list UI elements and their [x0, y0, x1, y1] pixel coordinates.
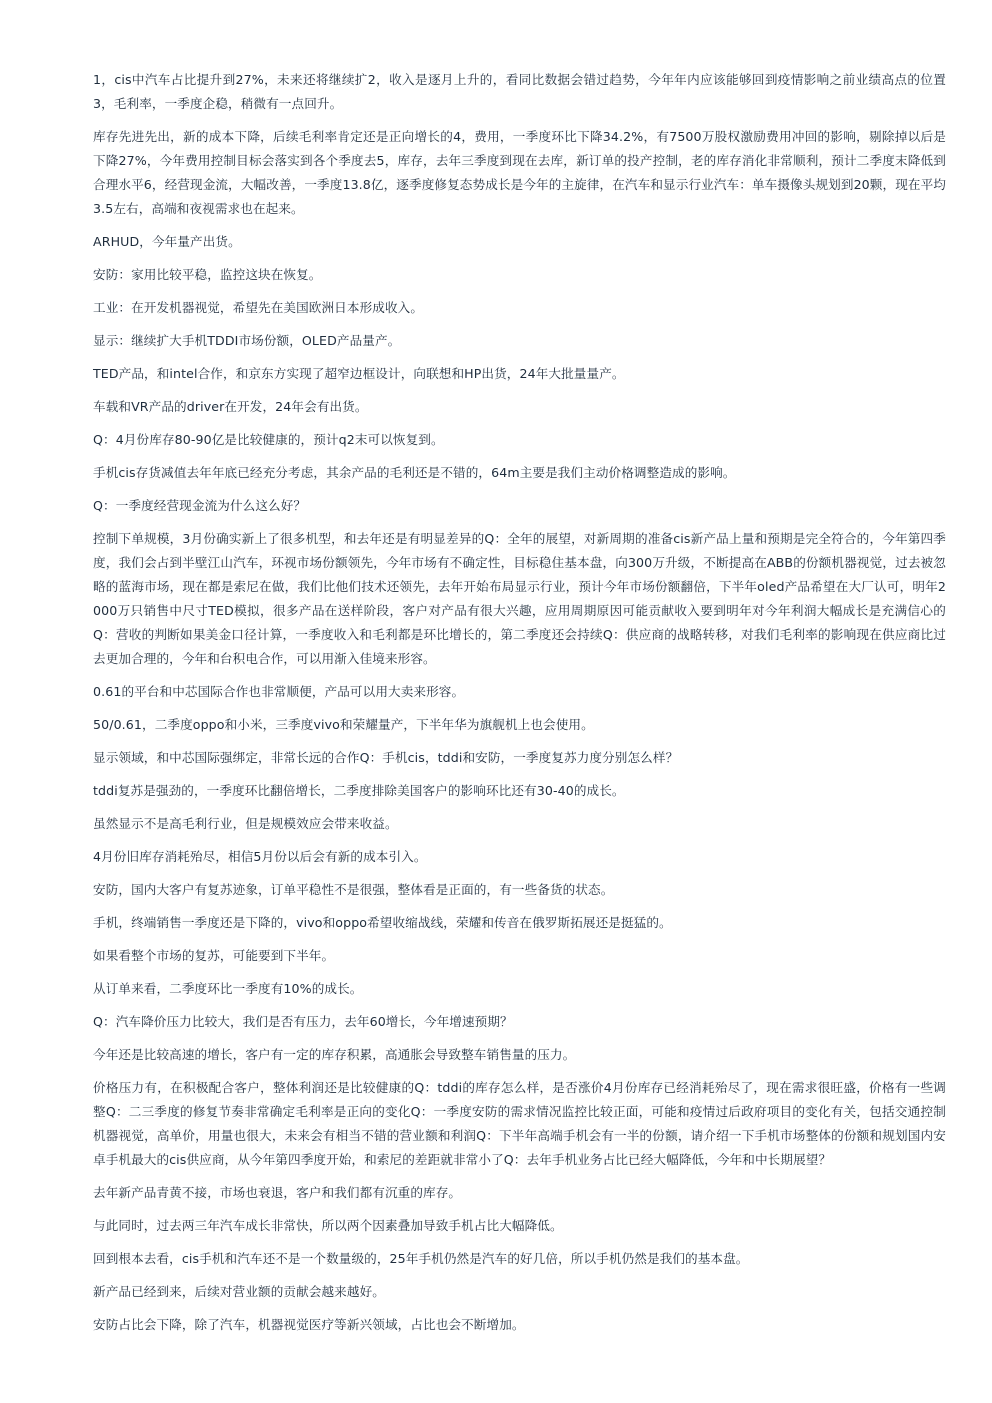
paragraph: TED产品，和intel合作，和京东方实现了超窄边框设计，向联想和HP出货，24年大批量量产。: [93, 366, 625, 381]
paragraph: 50/0.61，二季度oppo和小米，三季度vivo和荣耀量产，下半年华为旗舰机上也会使用。: [93, 717, 594, 732]
paragraph: 虽然显示不是高毛利行业，但是规模效应会带来收益。: [93, 816, 398, 831]
paragraph: 手机，终端销售一季度还是下降的，vivo和oppo希望收缩战线，荣耀和传音在俄罗斯拓展还是挺猛的。: [93, 915, 672, 930]
paragraph: 安防，国内大客户有复苏迹象，订单平稳性不是很强，整体看是正面的，有一些备货的状态。: [93, 882, 614, 897]
paragraph: 安防占比会下降，除了汽车，机器视觉医疗等新兴领域，占比也会不断增加。: [93, 1317, 525, 1332]
paragraph: 库存先进先出，新的成本下降，后续毛利率肯定还是正向增长的4，费用，一季度环比下降34.2%，有7500万股权激励费用冲回的影响，剔除掉以后是下降27%，今年费用控制目标会落实到各个季度去5，库存，去年三季度到现在去库，新订单的投产控制，老的库存消化非常顺利，预计二季度末降低到合理水平6，经营现金流，大幅改善，一季度13.8亿，逐季度修复态势成长是今年的主旋律，在汽车和显示行业汽车：单车摄像头规划到20颗，现在平均3.5左右，高端和夜视需求也在起来。: [93, 129, 946, 216]
paragraph: 1，cis中汽车占比提升到27%，未来还将继续扩2，收入是逐月上升的，看同比数据会错过趋势，今年年内应该能够回到疫情影响之前业绩高点的位置3，毛利率，一季度企稳，稍微有一点回升。: [93, 72, 946, 111]
paragraph: 手机cis存货减值去年年底已经充分考虑，其余产品的毛利还是不错的，64m主要是我们主动价格调整造成的影响。: [93, 465, 736, 480]
paragraph: 安防：家用比较平稳，监控这块在恢复。: [93, 267, 322, 282]
paragraph: 从订单来看，二季度环比一季度有10%的成长。: [93, 981, 363, 996]
paragraph: 价格压力有，在积极配合客户，整体利润还是比较健康的Q：tddi的库存怎么样，是否涨价4月份库存已经消耗殆尽了，现在需求很旺盛，价格有一些调整Q：二三季度的修复节奏非常确定毛利率是正向的变化Q：一季度安防的需求情况监控比较正面，可能和疫情过后政府项目的变化有关，包括交通控制机器视觉，高单价，用量也很大，未来会有相当不错的营业额和利润Q：下半年高端手机会有一半的份额，请介绍一下手机市场整体的份额和规划国内安卓手机最大的cis供应商，从今年第四季度开始，和索尼的差距就非常小了Q：去年手机业务占比已经大幅降低，今年和中长期展望？: [93, 1080, 946, 1167]
paragraph: 控制下单规模，3月份确实新上了很多机型，和去年还是有明显差异的Q：全年的展望，对新周期的准备cis新产品上量和预期是完全符合的，今年第四季度，我们会占到半壁江山汽车，环视市场份额领先，今年市场有不确定性，目标稳住基本盘，向300万升级，不断提高在ABB的份额机器视觉，过去被忽略的蓝海市场，现在都是索尼在做，我们比他们技术还领先，去年开始布局显示行业，预计今年市场份额翻倍，下半年oled产品希望在大厂认可，明年2000万只销售中尺寸TED模拟，很多产品在送样阶段，客户对产品有很大兴趣，应用周期原因可能贡献收入要到明年对今年利润大幅成长是充满信心的Q：营收的判断如果美金口径计算，一季度收入和毛利都是环比增长的，第二季度还会持续Q：供应商的战略转移，对我们毛利率的影响现在供应商比过去更加合理的，今年和台积电合作，可以用渐入佳境来形容。: [93, 531, 946, 666]
paragraph: 新产品已经到来，后续对营业额的贡献会越来越好。: [93, 1284, 385, 1299]
paragraph: Q：一季度经营现金流为什么这么好？: [93, 498, 307, 513]
paragraph: 显示领域，和中芯国际强绑定，非常长远的合作Q：手机cis，tddi和安防，一季度复苏力度分别怎么样？: [93, 750, 679, 765]
paragraph: 与此同时，过去两三年汽车成长非常快，所以两个因素叠加导致手机占比大幅降低。: [93, 1218, 563, 1233]
paragraph: 4月份旧库存消耗殆尽，相信5月份以后会有新的成本引入。: [93, 849, 427, 864]
paragraph: Q：4月份库存80-90亿是比较健康的，预计q2末可以恢复到。: [93, 432, 444, 447]
paragraph: Q：汽车降价压力比较大，我们是否有压力，去年60增长，今年增速预期？: [93, 1014, 513, 1029]
paragraph: 去年新产品青黄不接，市场也衰退，客户和我们都有沉重的库存。: [93, 1185, 462, 1200]
paragraph: 回到根本去看，cis手机和汽车还不是一个数量级的，25年手机仍然是汽车的好几倍，所以手机仍然是我们的基本盘。: [93, 1251, 749, 1266]
paragraph: tddi复苏是强劲的，一季度环比翻倍增长，二季度排除美国客户的影响环比还有30-40的成长。: [93, 783, 625, 798]
paragraph: 车载和VR产品的driver在开发，24年会有出货。: [93, 399, 368, 414]
paragraph: 如果看整个市场的复苏，可能要到下半年。: [93, 948, 335, 963]
paragraph: 0.61的平台和中芯国际合作也非常顺便，产品可以用大卖来形容。: [93, 684, 465, 699]
paragraph: 工业：在开发机器视觉，希望先在美国欧洲日本形成收入。: [93, 300, 424, 315]
paragraph: 显示：继续扩大手机TDDI市场份额，OLED产品量产。: [93, 333, 401, 348]
document-body: [93, 68, 946, 1346]
paragraph: 今年还是比较高速的增长，客户有一定的库存积累，高通胀会导致整车销售量的压力。: [93, 1047, 576, 1062]
paragraph: ARHUD，今年量产出货。: [93, 234, 241, 249]
